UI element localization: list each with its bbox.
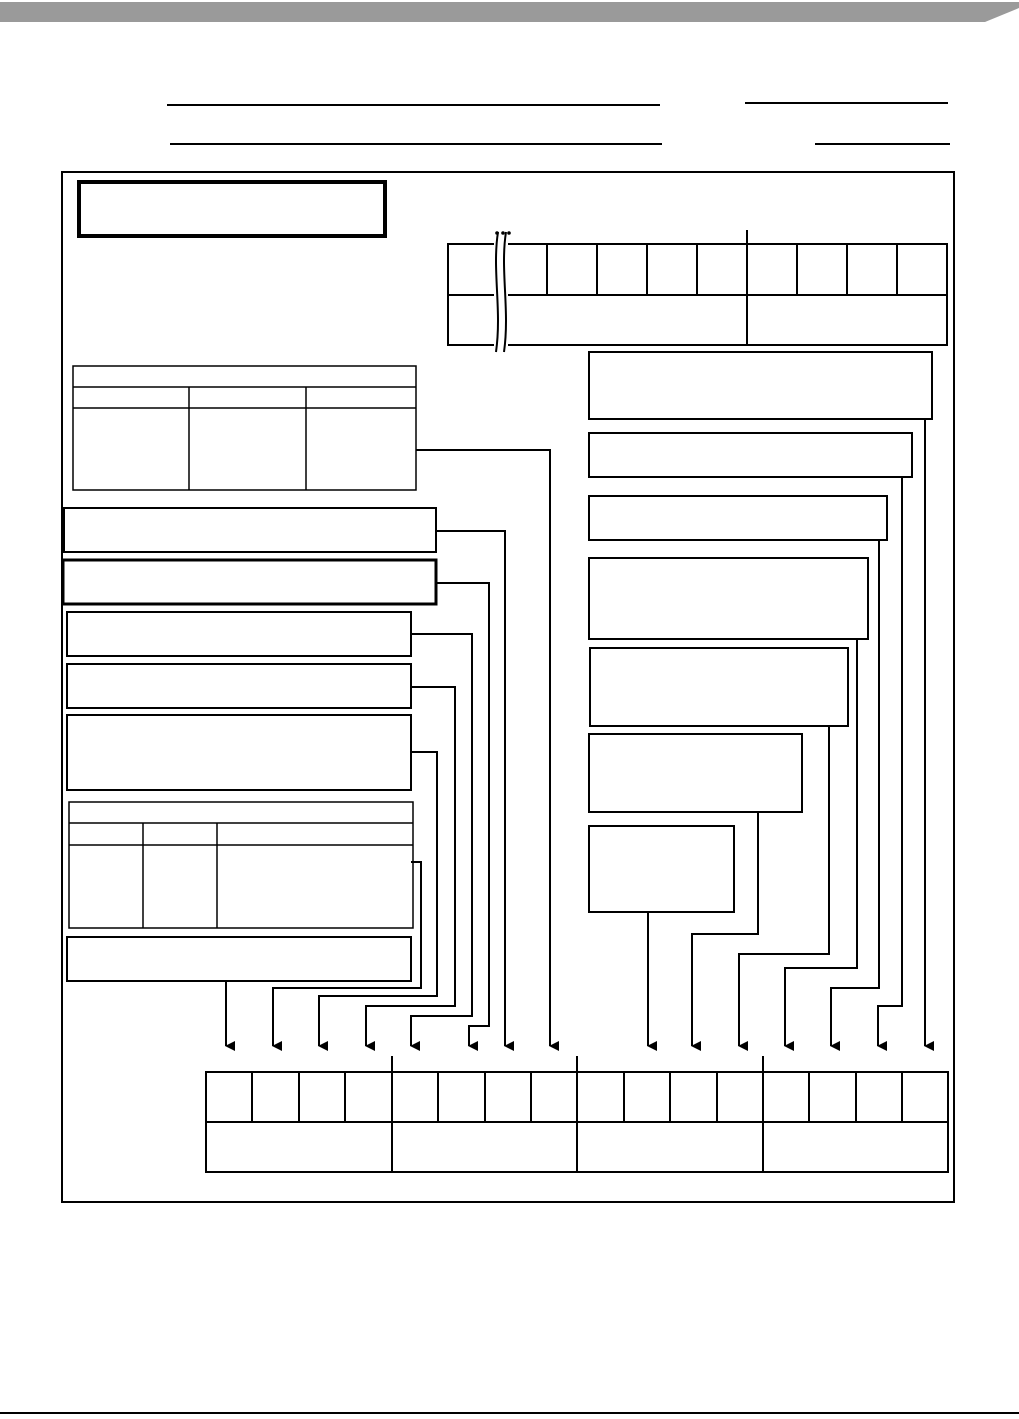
field-box-left-6 [67,937,411,981]
connector-6 [436,583,489,1046]
field-box-left-3 [67,612,411,656]
connector-7 [436,531,505,1046]
top-register [448,230,947,345]
connector-14 [878,477,902,1046]
connector-10 [692,812,758,1046]
field-box-left-1 [64,508,436,552]
field-box-right-5 [590,648,848,726]
break-marker [494,231,511,352]
field-box-right-6 [589,734,802,812]
connector-13 [831,540,879,1046]
connector-2 [273,862,421,1046]
decode-table-2 [69,802,413,928]
field-box-left-5 [67,715,411,790]
field-box-right-4 [589,558,868,639]
bottom-register [206,1056,948,1172]
field-box-right-3 [589,496,887,540]
right-field-boxes [589,352,932,912]
connector-3 [319,752,437,1046]
field-box-right-1 [589,352,932,419]
connectors [226,419,925,1046]
title-lines [167,103,950,144]
decode-table-1 [73,366,416,490]
register-name-box [79,182,385,236]
field-box-left-4 [67,664,411,708]
connector-12 [785,639,857,1046]
field-box-right-2 [589,433,912,477]
field-box-left-2 [63,560,436,604]
left-field-boxes [63,508,436,981]
field-box-right-7 [589,826,734,912]
header-band [0,2,1019,22]
